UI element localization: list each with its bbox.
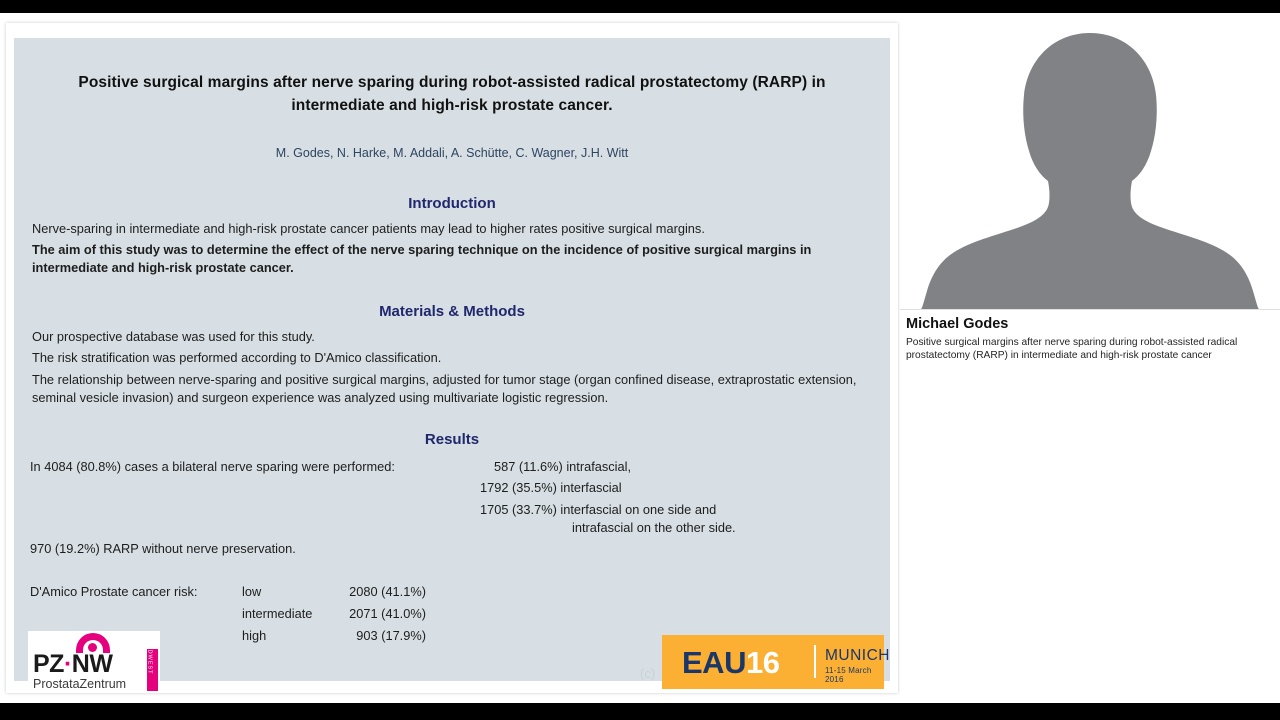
slide-title: Positive surgical margins after nerve sparing during robot-assisted radical prostatectomy (RARP) in intermediate and high-risk prostate cancer.: [78, 74, 826, 114]
speaker-panel: [900, 13, 1280, 703]
results-breakdown-mixed-line2: intrafascial on the other side.: [572, 520, 736, 535]
risk-value-low: 2080 (41.1%): [349, 584, 426, 599]
results-breakdown-mixed-line1: 1705 (33.7%) interfascial on one side and: [480, 502, 717, 517]
risk-spacer-cell: [30, 605, 242, 627]
eau-wordmark-letters: EAU: [682, 645, 746, 680]
copyright-watermark: (c): [640, 666, 656, 681]
eau-dates-label: 11-15 March 2016: [825, 666, 872, 684]
section-heading-materials-methods: Materials & Methods: [379, 303, 525, 320]
pznw-side-text: NORDWEST: [146, 634, 153, 675]
eau16-logo: [662, 635, 890, 689]
risk-category-intermediate: intermediate: [242, 606, 313, 621]
damico-risk-label: D'Amico Prostate cancer risk:: [30, 584, 198, 599]
methods-line-1: Our prospective database was used for this study.: [32, 329, 315, 344]
methods-line-2: The risk stratification was performed according to D'Amico classification.: [32, 350, 442, 365]
slide-authors: M. Godes, N. Harke, M. Addali, A. Schütte, C. Wagner, J.H. Witt: [275, 146, 629, 160]
speaker-panel-divider: [900, 309, 1280, 310]
person-silhouette-icon: [900, 15, 1280, 309]
slide-frame: [6, 23, 898, 693]
results-lead-line: In 4084 (80.8%) cases a bilateral nerve sparing were performed:: [30, 459, 395, 474]
video-stage: [0, 13, 1280, 703]
eau-wordmark: [682, 645, 779, 681]
presentation-slide: [14, 38, 890, 691]
risk-value-intermediate: 2071 (41.0%): [349, 606, 426, 621]
letterbox-bar-top: [0, 0, 1280, 13]
pznw-wordmark-left: PZ: [33, 650, 64, 678]
pznw-wordmark: [33, 650, 112, 679]
eau-logo-divider: [814, 645, 816, 678]
speaker-avatar: [900, 15, 1280, 309]
pznw-wordmark-right: NW: [71, 650, 113, 678]
introduction-line-1: Nerve-sparing in intermediate and high-risk prostate cancer patients may lead to higher rates positive surgical margins.: [32, 221, 705, 236]
section-heading-results: Results: [424, 431, 480, 448]
pznw-wordmark-separator: ·: [63, 650, 72, 678]
results-breakdown-intrafascial: 587 (11.6%) intrafascial,: [494, 459, 632, 474]
pznw-subtitle: ProstataZentrum: [33, 677, 127, 691]
speaker-name: Michael Godes: [906, 316, 1009, 332]
eau-city-label: MUNICH: [825, 647, 890, 664]
table-row: [30, 583, 426, 605]
introduction-aim-statement: The aim of this study was to determine the effect of the nerve sparing technique on the incidence of positive surgical margins in intermediate and high-risk prostate cancer.: [32, 242, 812, 275]
eau-wordmark-year: 16: [745, 645, 780, 680]
results-no-nerve-preservation: 970 (19.2%) RARP without nerve preservation.: [30, 541, 296, 556]
pznw-logo: [28, 631, 160, 693]
risk-category-low: low: [242, 584, 262, 599]
letterbox-bar-bottom: [0, 703, 1280, 720]
table-row: [30, 605, 426, 627]
risk-value-high: 903 (17.9%): [356, 628, 426, 643]
risk-category-high: high: [242, 628, 267, 643]
methods-line-3: The relationship between nerve-sparing and positive surgical margins, adjusted for tumor stage (organ confined disease, extraprostatic extension, seminal vesicle invasion) and surgeon experience was analyzed using multivariate logistic regression.: [32, 372, 857, 405]
speaker-talk-title: Positive surgical margins after nerve sparing during robot-assisted radical prostatectomy (RARP) in intermediate and high-risk prostate cancer: [906, 337, 1238, 361]
section-heading-introduction: Introduction: [408, 195, 496, 212]
results-breakdown-interfascial: 1792 (35.5%) interfascial: [480, 480, 622, 495]
